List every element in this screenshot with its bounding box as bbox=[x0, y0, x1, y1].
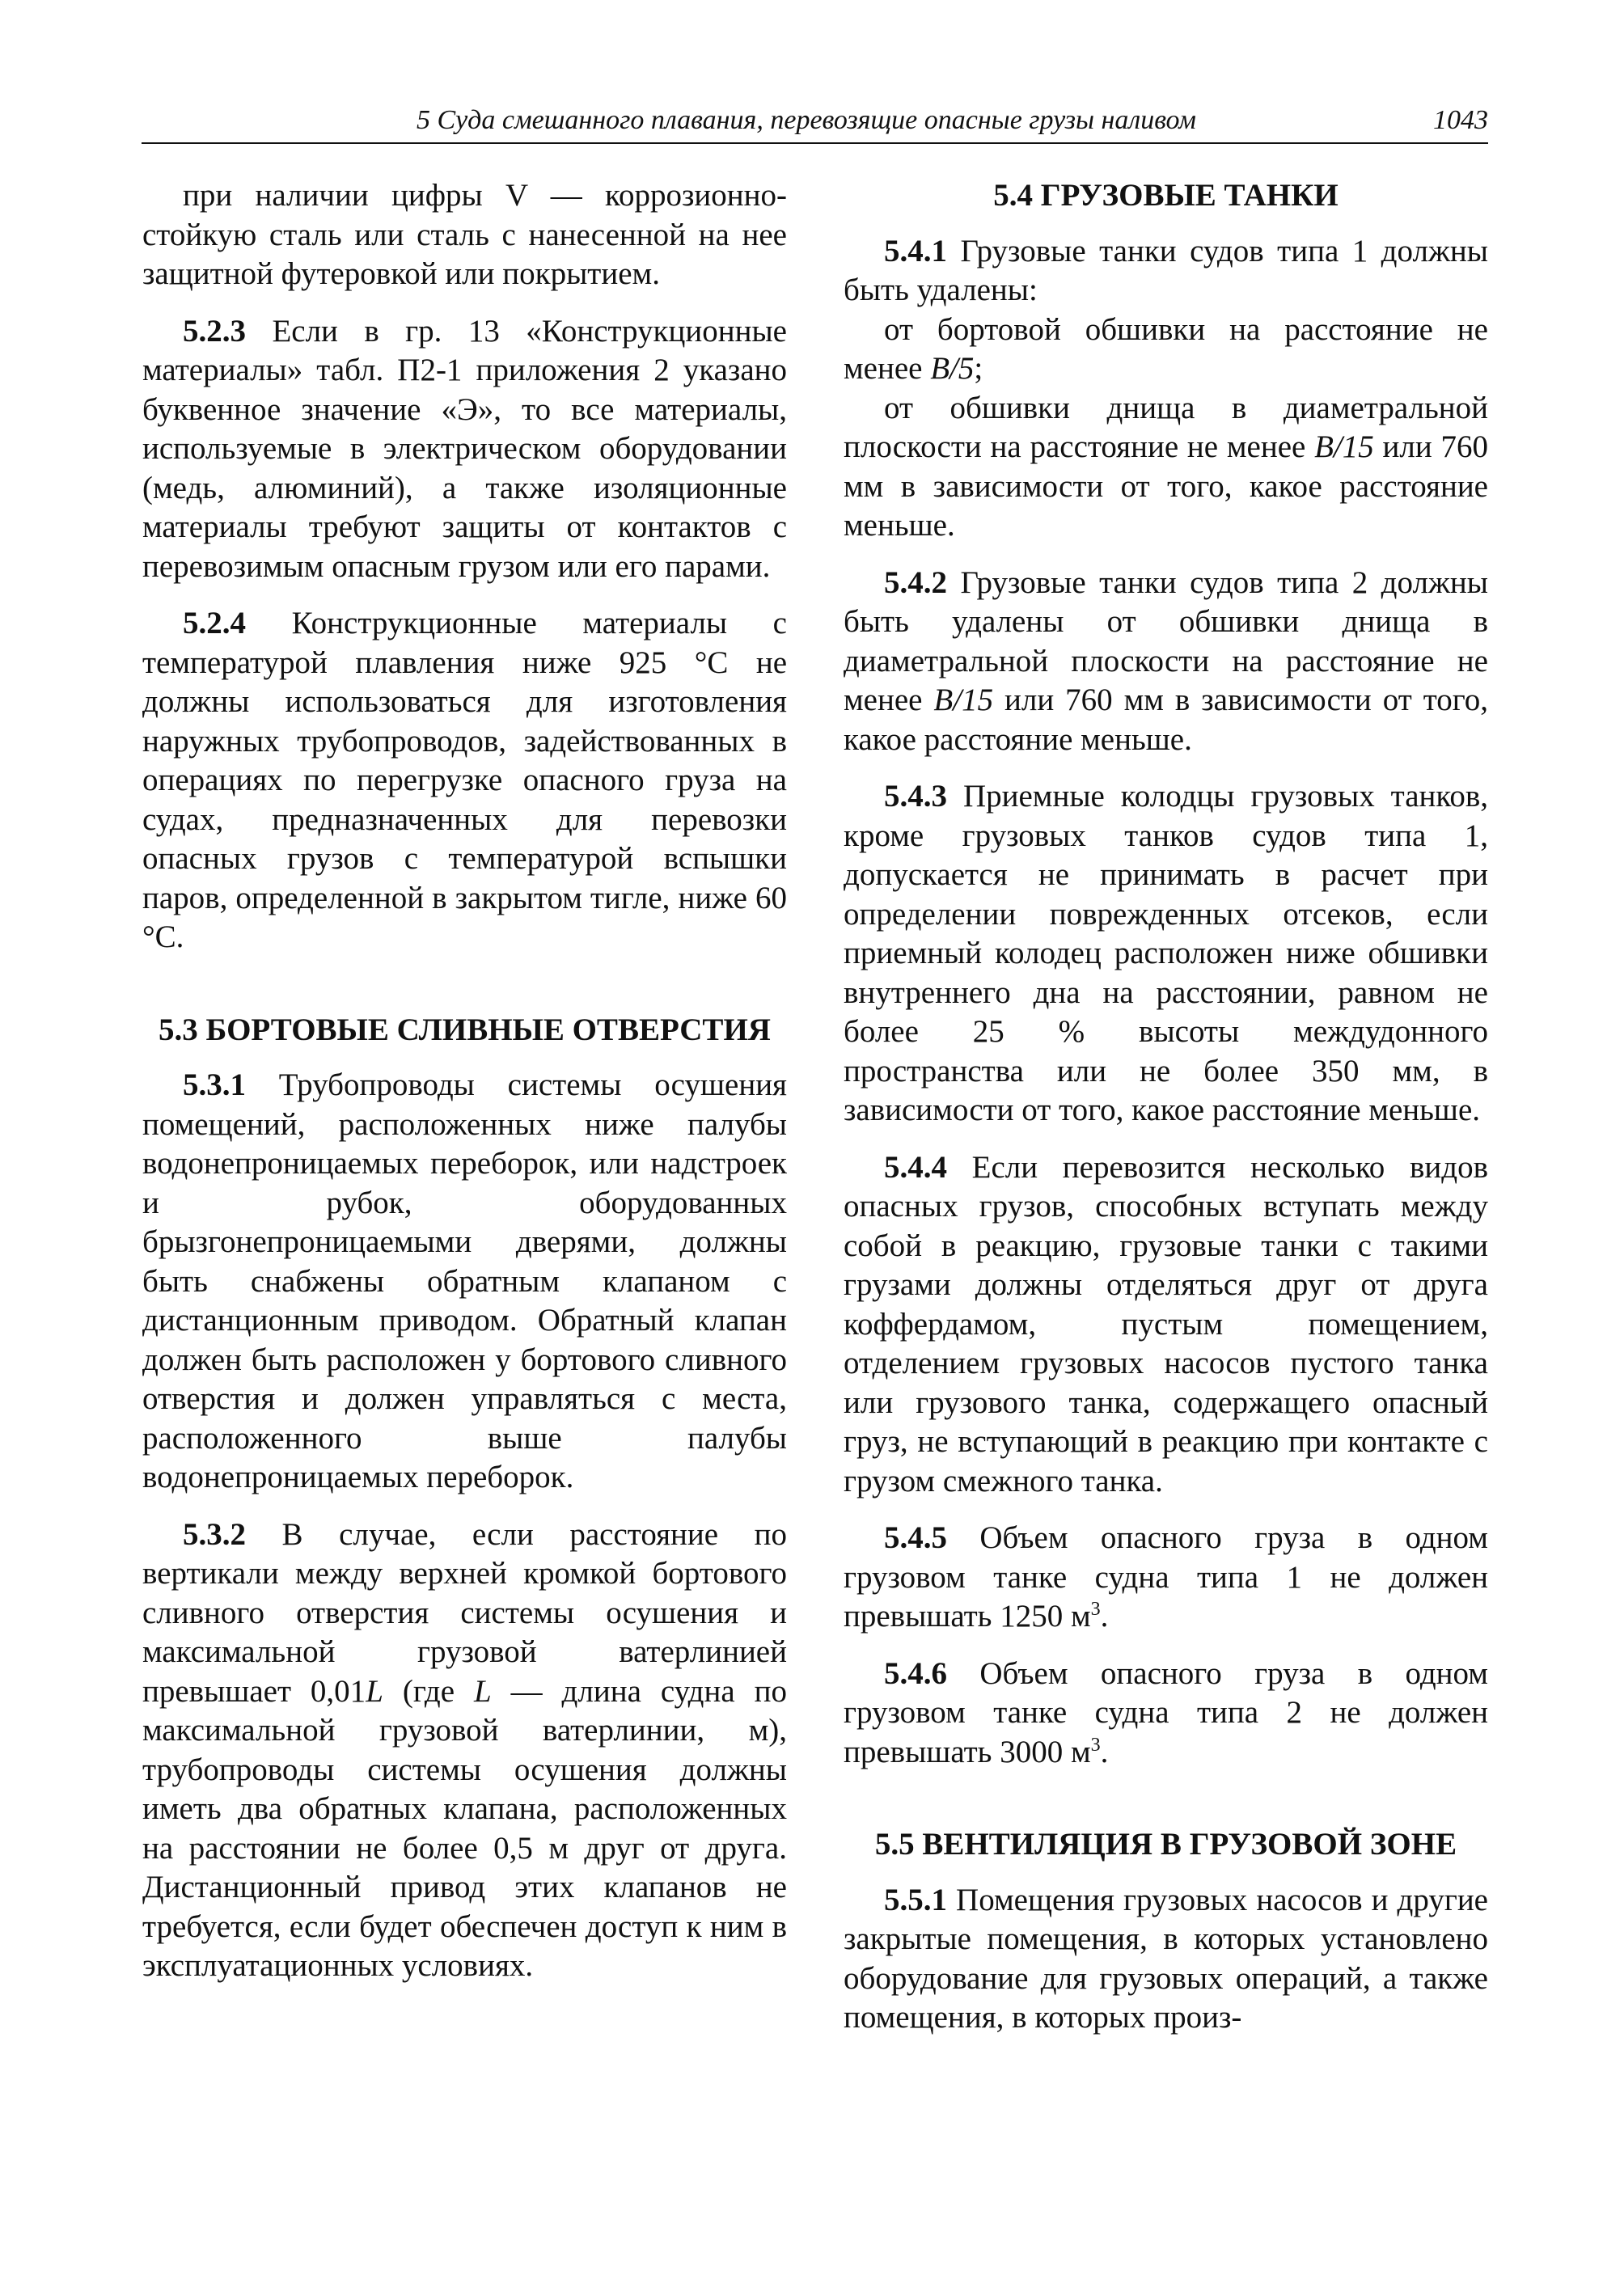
clause-number: 5.2.4 bbox=[183, 606, 246, 640]
clause-number: 5.4.3 bbox=[884, 779, 947, 814]
paragraph-5-4-2: 5.4.2 Грузовые танки судов типа 2 должны быть удалены от обшивки днища в диаметральной плоскости на расстояние не менее B/15 или 760 мм в зависимости от того, какое расстояние меньше. bbox=[844, 564, 1488, 757]
paragraph-5-4-3: 5.4.3 Приемные колодцы грузовых танков, кроме грузовых танков судов типа 1, допускается не принимать в расчет при определении поврежденных отсеков, если приемный колодец расположен ниже обшивки внутреннего дна на расстоянии, равном не более 25 % высоты междудонного пространства или не более 350 мм, в зависимости от того, какое расстояние меньше. bbox=[844, 779, 1489, 1127]
paragraph-continued: при наличии цифры V — коррозионно-стойкую сталь или сталь с нанесенной на нее защитной футеровкой или покрытием. bbox=[142, 178, 787, 291]
clause-number: 5.2.3 bbox=[183, 313, 246, 349]
clause-number: 5.3.1 bbox=[183, 1067, 246, 1102]
right-column bbox=[844, 176, 1488, 2038]
left-column bbox=[142, 176, 787, 1986]
clause-number: 5.4.1 bbox=[884, 233, 947, 268]
page-number: 1043 bbox=[1433, 105, 1488, 135]
paragraph-5-3-1: 5.3.1 Трубопроводы системы осушения помещений, расположенных ниже палубы водонепроницаемых переборок, или надстроек и рубок, оборудованных брызгонепроницаемыми дверями, должны быть снабжены обратным клапаном с дистанционным приводом. Обратный клапан должен быть расположен у бортового сливного отверстия и должен управляться с места, расположенного выше палубы водонепроницаемых переборок. bbox=[142, 1067, 787, 1494]
section-heading-5-4: 5.4 ГРУЗОВЫЕ ТАНКИ bbox=[993, 178, 1339, 213]
paragraph-5-4-6: 5.4.6 Объем опасного груза в одном грузовом танке судна типа 2 не должен превышать 3000 $м^3$. bbox=[844, 1655, 1488, 1769]
paragraph-5-4-1-b: от обшивки днища в диаметральной плоскости на расстояние не менее B/15 или 760 мм в зависимости от того, какое расстояние меньше. bbox=[844, 390, 1488, 543]
clause-number: 5.4.4 bbox=[884, 1149, 947, 1185]
paragraph-5-3-2: 5.3.2 В случае, если расстояние по вертикали между верхней кромкой бортового сливного отверстия системы осушения и максимальной грузовой ватерлинией превышает 0,01L (где L — длина судна по максимальной грузовой ватерлинии, м), трубопроводы системы осушения должны иметь два обратных клапана, расположенных на расстоянии не более 0,5 м друг от друга. Дистанционный привод этих клапанов не требуется, если будет обеспечен доступ к ним в эксплуатационных условиях. bbox=[142, 1516, 788, 1983]
section-heading-5-5: 5.5 ВЕНТИЛЯЦИЯ В ГРУЗОВОЙ ЗОНЕ bbox=[874, 1827, 1457, 1862]
paragraph-5-2-3: 5.2.3 Если в гр. 13 «Конструкционные материалы» табл. П2-1 приложения 2 указано буквенное значение «Э», то все материалы, используемые в электрическом оборудовании (медь, алюминий), а также изоляционные материалы требуют защиты от контактов с перевозимым опасным грузом или его парами. bbox=[142, 313, 787, 584]
clause-number: 5.4.5 bbox=[884, 1520, 947, 1555]
paragraph-5-4-4: 5.4.4 Если перевозится несколько видов опасных грузов, способных вступать между собой в реакцию, грузовые танки с такими грузами должны отделяться друг от друга коффердамом, пустым помещением, отделением грузовых насосов пустого танка или грузового танка, содержащего опасный груз, не вступающий в реакцию при контакте с грузом смежного танка. bbox=[844, 1149, 1488, 1498]
paragraph-5-5-1: 5.5.1 Помещения грузовых насосов и другие закрытые помещения, в которых установлено оборудование для грузовых операций, а также помещения, в которых произ- bbox=[844, 1882, 1488, 2035]
paragraph-5-2-4: 5.2.4 Конструкционные материалы с температурой плавления ниже 925 °С не должны использоваться для изготовления наружных трубопроводов, задействованных в операциях по перегрузке опасного груза на судах, предназначенных для перевозки опасных грузов с температурой вспышки паров, определенной в закрытом тигле, ниже 60 °С. bbox=[142, 606, 787, 954]
paragraph-5-4-5: 5.4.5 Объем опасного груза в одном грузовом танке судна типа 1 не должен превышать 1250 $м^3$. bbox=[844, 1520, 1488, 1634]
section-heading-5-3: 5.3 БОРТОВЫЕ СЛИВНЫЕ ОТВЕРСТИЯ bbox=[159, 1012, 771, 1047]
clause-number: 5.4.2 bbox=[884, 564, 947, 600]
clause-number: 5.3.2 bbox=[183, 1516, 246, 1552]
page-header bbox=[142, 102, 1488, 144]
clause-number: 5.4.6 bbox=[884, 1655, 947, 1691]
clause-number: 5.5.1 bbox=[884, 1882, 947, 1917]
running-title: 5 Суда смешанного плавания, перевозящие опасные грузы наливом bbox=[417, 105, 1196, 135]
paragraph-5-4-1-a: от бортовой обшивки на расстояние не менее B/5; bbox=[844, 311, 1488, 386]
paragraph-5-4-1: 5.4.1 Грузовые танки судов типа 1 должны быть удалены: bbox=[844, 233, 1488, 307]
